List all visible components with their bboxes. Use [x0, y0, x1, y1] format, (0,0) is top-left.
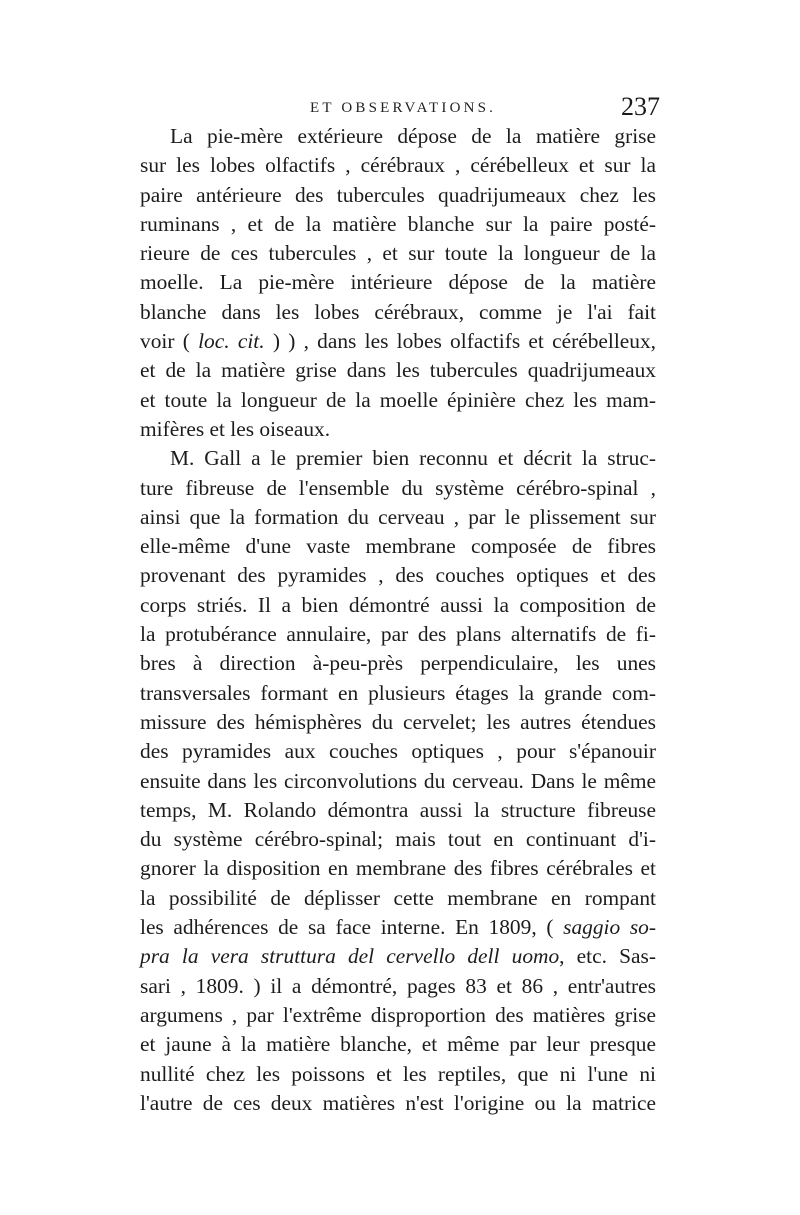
text-line: ensuite dans les circonvolutions du cerveau. Dans le même	[140, 768, 656, 793]
text-line	[140, 942, 656, 971]
text-line: sari , 1809. ) il a démontré, pages 83 et 86 , entr'autres	[140, 973, 656, 998]
text-line	[140, 327, 656, 356]
italic-citation: saggio so-	[563, 915, 656, 940]
italic-citation: pra la vera struttura del cervello dell uomo	[140, 944, 560, 969]
text-line: ainsi que la formation du cerveau , par le plissement sur	[140, 504, 656, 529]
text-run: voir (	[140, 329, 199, 354]
text-line: argumens , par l'extrême disproportion des matières grise	[140, 1002, 656, 1027]
text-run: les adhérences de sa face interne. En 1809, (	[140, 915, 564, 940]
text-run: , etc. Sas-	[559, 944, 656, 969]
text-line: rieure de ces tubercules , et sur toute la longueur de la	[140, 241, 656, 266]
text-line: blanche dans les lobes cérébraux, comme je l'ai fait	[140, 299, 656, 324]
text-line: sur les lobes olfactifs , cérébraux , cérébelleux et sur la	[140, 153, 656, 178]
text-line: temps, M. Rolando démontra aussi la structure fibreuse	[140, 797, 656, 822]
text-line: corps striés. Il a bien démontré aussi la composition de	[140, 592, 656, 617]
body-text	[140, 122, 656, 1118]
text-line: missure des hémisphères du cervelet; les autres étendues	[140, 709, 656, 734]
text-line: du système cérébro-spinal; mais tout en continuant d'i-	[140, 827, 656, 852]
text-line: et toute la longueur de la moelle épinière chez les mam-	[140, 387, 656, 412]
text-line: M. Gall a le premier bien reconnu et décrit la struc-	[170, 446, 656, 471]
text-line: et jaune à la matière blanche, et même par leur presque	[140, 1032, 656, 1057]
text-line: moelle. La pie-mère intérieure dépose de la matière	[140, 270, 656, 295]
text-line: transversales formant en plusieurs étages la grande com-	[140, 680, 656, 705]
text-line: la possibilité de déplisser cette membrane en rompant	[140, 885, 656, 910]
text-line: ruminans , et de la matière blanche sur la paire posté-	[140, 211, 656, 236]
text-line: paire antérieure des tubercules quadrijumeaux chez les	[140, 182, 656, 207]
text-line: nullité chez les poissons et les reptiles, que ni l'une ni	[140, 1061, 656, 1086]
text-line: des pyramides aux couches optiques , pour s'épanouir	[140, 739, 656, 764]
text-line	[140, 913, 656, 942]
text-line: gnorer la disposition en membrane des fibres cérébrales et	[140, 856, 656, 881]
italic-citation: loc. cit.	[198, 329, 265, 354]
text-line: provenant des pyramides , des couches optiques et des	[140, 563, 656, 588]
text-line: bres à direction à-peu-près perpendiculaire, les unes	[140, 651, 656, 676]
text-line: et de la matière grise dans les tubercules quadrijumeaux	[140, 358, 656, 383]
text-line: ture fibreuse de l'ensemble du système cérébro-spinal ,	[140, 475, 656, 500]
running-title: ET OBSERVATIONS.	[310, 100, 497, 116]
text-line: mifères et les oiseaux.	[140, 416, 331, 441]
text-line: La pie-mère extérieure dépose de la matière grise	[170, 124, 656, 148]
text-line: la protubérance annulaire, par des plans alternatifs de fi-	[140, 622, 656, 647]
page-number: 237	[621, 92, 660, 121]
text-line: l'autre de ces deux matières n'est l'origine ou la matrice	[140, 1090, 656, 1115]
text-line: elle-même d'une vaste membrane composée de fibres	[140, 534, 656, 559]
text-run: ) ) , dans les lobes olfactifs et cérébelleux,	[264, 329, 656, 354]
